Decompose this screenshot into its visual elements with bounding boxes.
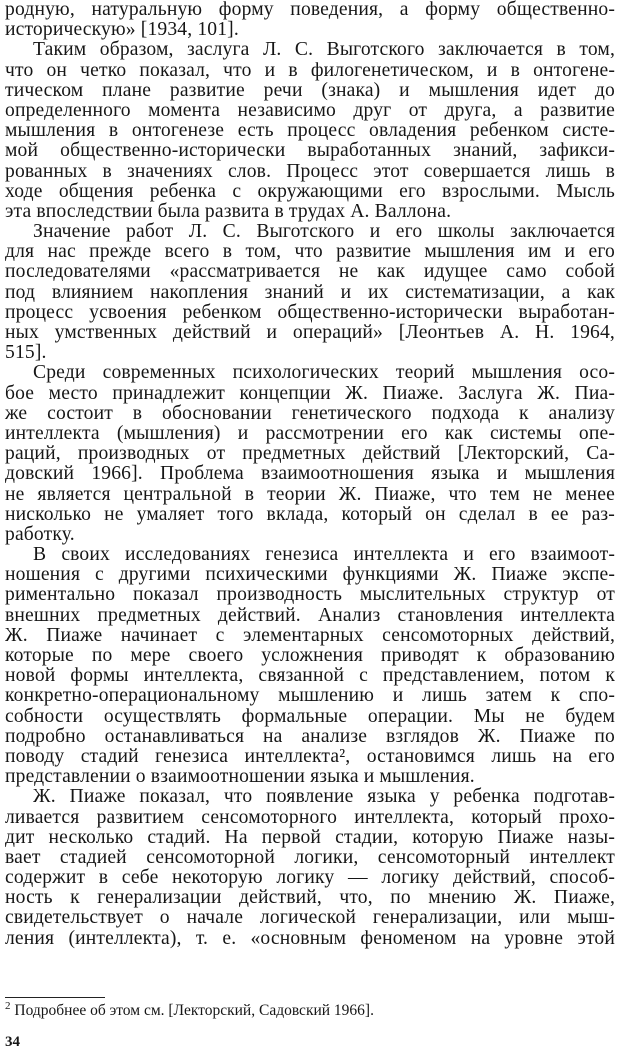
text-line: мой общественно-исторически выработанных знаний, зафикси- xyxy=(5,140,615,162)
text-line: ходе общения ребенка с окружающими его взрослыми. Мысль xyxy=(5,180,615,202)
text-line: конкретно-операциональному мышлению и лишь затем к спо- xyxy=(5,685,615,707)
text-line: собности осуществлять формальные операции. Мы не будем xyxy=(5,705,615,727)
text-line: внешних предметных действий. Анализ становления интеллекта xyxy=(5,604,615,626)
text-line: которые по мере своего усложнения приводят к образованию xyxy=(5,645,615,666)
footnote-text: Подробнее об этом см. [Лекторский, Садовский 1966]. xyxy=(10,1002,374,1019)
text-line: что он четко показал, что и в филогенетическом, и в онтогене- xyxy=(5,59,615,81)
text-line: ливается развитием сенсомоторного интеллекта, который прохо- xyxy=(5,806,615,828)
text-line: Значение работ Л. С. Выготского и его школы заключается xyxy=(33,221,615,243)
text-line: процесс усвоения ребенком общественно-исторически выработан- xyxy=(5,301,615,323)
footnote-rule xyxy=(5,997,105,998)
text-line: для нас прежде всего в том, что развитие мышления им и его xyxy=(5,241,615,263)
text-line: Среди современных психологических теорий мышления осо- xyxy=(33,362,615,384)
text-line: же состоит в обосновании генетического подхода к анализу xyxy=(5,402,615,424)
text-line: бое место принадлежит концепции Ж. Пиаже. Заслуга Ж. Пиа- xyxy=(5,382,615,404)
text-line: последователями «рассматривается не как идущее само собой xyxy=(5,261,615,283)
text-line: дит несколько стадий. На первой стадии, которую Пиаже назы- xyxy=(5,826,615,848)
text-line: довский 1966]. Проблема взаимоотношения языка и мышления xyxy=(5,463,615,485)
text-line: подробно останавливаться на анализе взглядов Ж. Пиаже по xyxy=(5,725,615,747)
text-line: работку. xyxy=(5,523,75,545)
text-line: не является центральной в теории Ж. Пиаже, что тем не менее xyxy=(5,483,615,505)
text-line: тическом плане развитие речи (знака) и мышления идет до xyxy=(5,79,615,101)
text-line: содержит в себе некоторую логику — логику действий, способ- xyxy=(5,867,615,889)
text-line: Таким образом, заслуга Л. С. Выготского заключается в том, xyxy=(33,39,615,61)
text-line: В своих исследованиях генезиса интеллекта и его взаимоот- xyxy=(33,544,615,566)
text-line: мышления в онтогенезе есть процесс овладения ребенком систе- xyxy=(5,120,615,142)
text-line: нисколько не умаляет того вклада, который он сделал в ее раз- xyxy=(5,503,615,525)
text-line: новой формы интеллекта, связанной с представлением, потом к xyxy=(5,665,615,687)
text-line: ления (интеллекта), т. е. «основным феноменом на уровне этой xyxy=(5,927,615,949)
footnote xyxy=(5,1002,374,1020)
text-line: свидетельствует о начале логической генерализации, или мыш- xyxy=(5,907,615,929)
text-line: определенного момента независимо друг от друга, а развитие xyxy=(5,99,615,121)
text-line: под влиянием накопления знаний и их систематизации, а как xyxy=(5,281,615,303)
text-line: поводу стадий генезиса интеллекта², остановимся лишь на его xyxy=(5,745,615,767)
text-line: интеллекта (мышления) и рассмотрении его как системы опе- xyxy=(5,422,615,444)
text-line: эта впоследствии была развита в трудах А. Валлона. xyxy=(5,200,452,222)
text-line: 515]. xyxy=(5,342,47,364)
text-line: представлении о взаимоотношении языка и мышления. xyxy=(5,766,475,788)
text-line: риментально показал производность мыслительных структур от xyxy=(5,584,615,606)
text-line: ных умственных действий и операций» [Леонтьев А. Н. 1964, xyxy=(5,322,615,343)
text-line: раций, производных от предметных действий [Лекторский, Са- xyxy=(5,443,615,465)
text-line: родную, натуральную форму поведения, а форму общественно- xyxy=(5,0,615,20)
page-number: 34 xyxy=(5,1034,20,1050)
text-line: ность к генерализации действий, что, по мнению Ж. Пиаже, xyxy=(5,887,615,909)
text-line: рованных в значениях слов. Процесс этот совершается лишь в xyxy=(5,160,615,182)
footnote-marker: 2 xyxy=(5,1000,11,1012)
text-line: Ж. Пиаже показал, что появление языка у ребенка подготав- xyxy=(33,786,615,808)
text-line: историческую» [1934, 101]. xyxy=(5,19,239,41)
text-line: ношения с другими психическими функциями Ж. Пиаже экспе- xyxy=(5,564,615,586)
text-line: вает стадией сенсомоторной логики, сенсомоторный интеллект xyxy=(5,846,615,868)
body-text xyxy=(5,0,615,949)
text-line: Ж. Пиаже начинает с элементарных сенсомоторных действий, xyxy=(5,624,615,646)
